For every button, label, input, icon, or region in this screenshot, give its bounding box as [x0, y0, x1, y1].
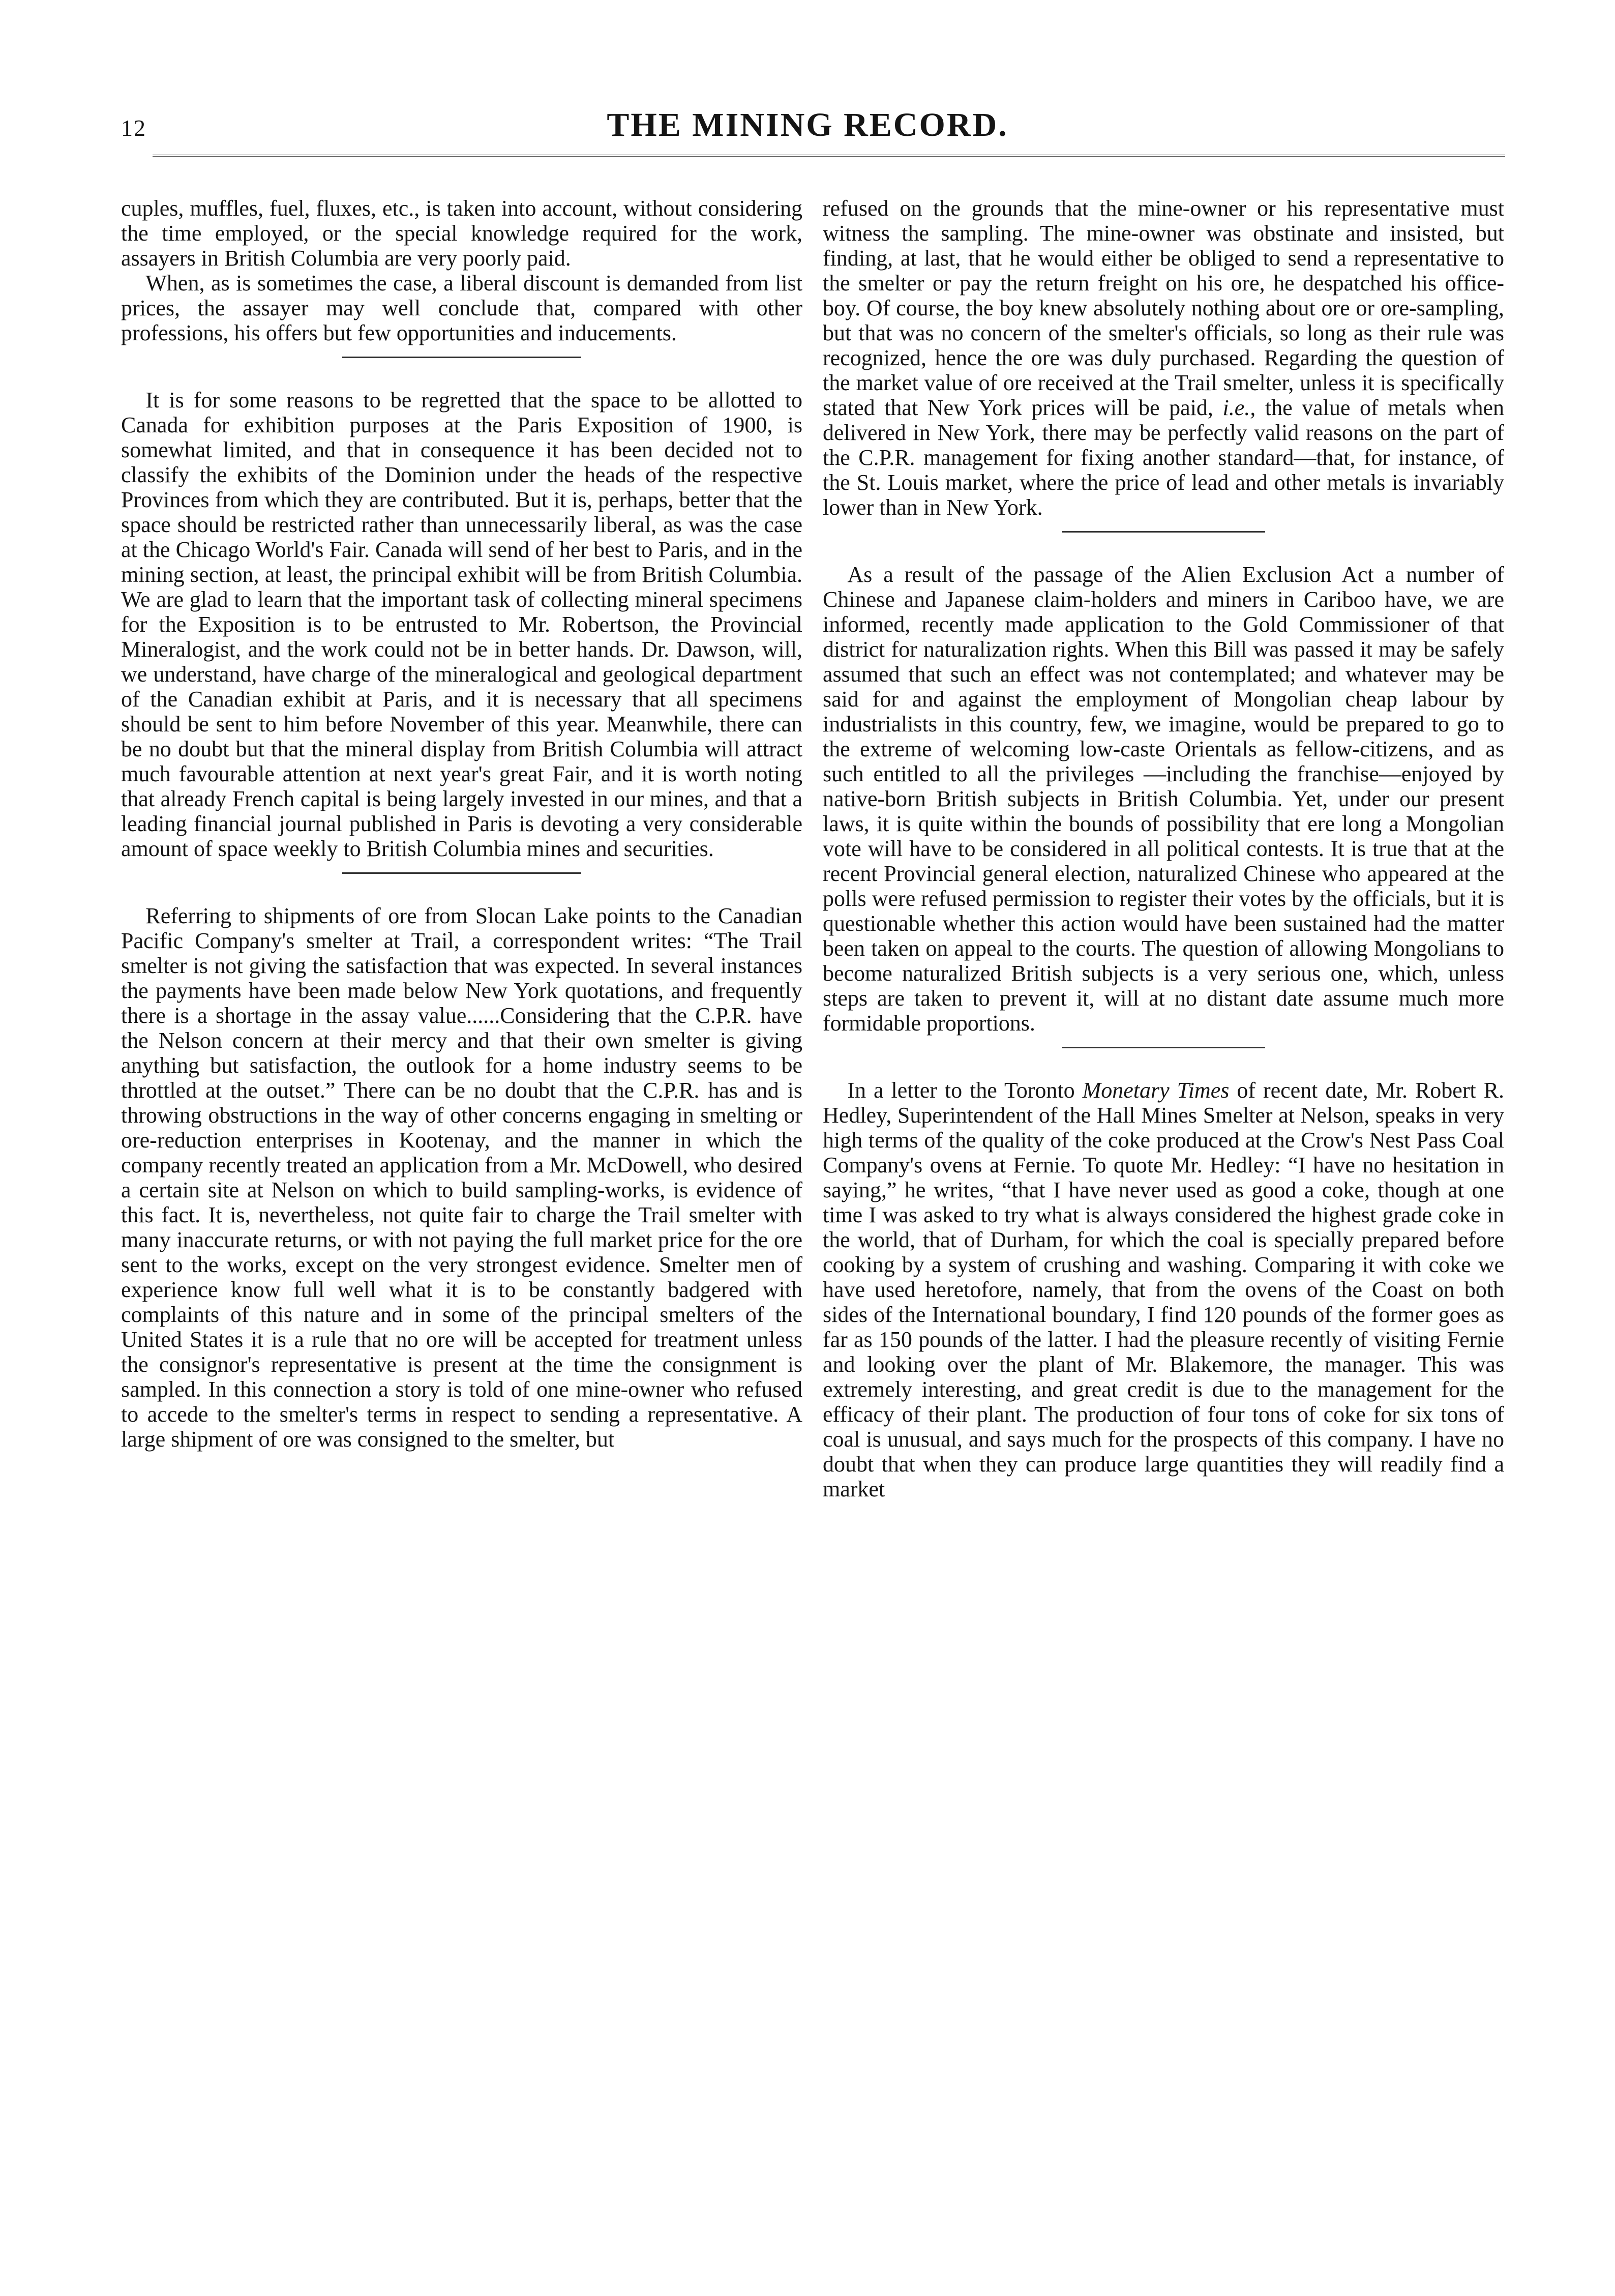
article-paragraph: As a result of the passage of the Alien Exclusion Act a number of Chinese and Japanese claim-holders and miners in Cariboo have, we are informed, recently made application to the Gold Commissioner of that district for naturalization rights. When this Bill was passed it may be safely assumed that such an effect was not contemplated; and whatever may be said for and against the employment of Mongolian cheap labour by industrialists in this country, few, we imagine, would be prepared to go to the extreme of welcoming low-caste Orientals as fellow-citizens, and as such entitled to all the privileges —including the franchise—enjoyed by native-born British subjects in British Columbia. Yet, under our present laws, it is quite within the bounds of possibility that ere long a Mongolian vote will have to be considered in all political contests. It is true that at the recent Provincial general election, naturalized Chinese who appeared at the polls were refused permission to register their votes by the officials, but it is questionable whether this action would have been sustained had the matter been taken on appeal to the courts. The question of allowing Mongolians to become naturalized British subjects is a very serious one, which, unless steps are taken to prevent it, will at no distant date assume much more formidable proportions. [823, 562, 1504, 1036]
text-run: of recent date, Mr. Robert R. Hedley, Superintendent of the Hall Mines Smelter at Nelson, speaks in very high terms of the quality of the coke produced at the Crow's Nest Pass Coal Company's ovens at Fernie. To quote Mr. Hedley: “I have no hesitation in saying,” he writes, “that I have never used as good a coke, though at one time I was asked to try what is always considered the highest grade coke in the world, that of Durham, for which the coal is specially prepared before cooking by a system of crushing and washing. Comparing it with coke we have used heretofore, namely, that from the ovens of the Coast on both sides of the International boundary, I find 120 pounds of the former goes as far as 150 pounds of the latter. I had the pleasure recently of visiting Fernie and looking over the plant of Mr. Blakemore, the manager. This was extremely interesting, and great credit is due to the management for the efficacy of their plant. The production of four tons of coke for six tons of coal is unusual, and says much for the prospects of this company. I have no doubt that when they can produce large quantities they will readily find a market [823, 1078, 1505, 1502]
left-column [121, 196, 802, 1452]
page-number: 12 [121, 115, 146, 141]
article-paragraph: cuples, muffles, fuel, fluxes, etc., is taken into account, without considering the time employed, or the special knowledge required for the work, assayers in British Columbia are very poorly paid. [121, 196, 802, 271]
section-divider [342, 357, 581, 358]
text-run: the value of metals when delivered in New York, there may be perfectly valid reasons on the part of the C.P.R. management for fixing another standard—that, for instance, of the St. Louis market, where the price of lead and other metals is invariably lower than in New York. [823, 395, 1505, 520]
article-paragraph [823, 1078, 1504, 1502]
section-divider [1062, 531, 1265, 533]
section-divider [1062, 1047, 1265, 1048]
italic-abbreviation: i.e., [1222, 395, 1256, 420]
right-column [823, 196, 1504, 1502]
text-run: refused on the grounds that the mine-owner or his representative must witness the sampling. The mine-owner was obstinate and insisted, but finding, at last, that he would either be obliged to send a representative to the smelter or pay the return freight on his ore, he despatched his office-boy. Of course, the boy knew absolutely nothing about ore or ore-sampling, but that was no concern of the smelter's officials, so long as their rule was recognized, hence the ore was duly purchased. Regarding the question of the market value of ore received at the Trail smelter, unless it is specifically stated that New York prices will be paid, [823, 196, 1504, 420]
text-run: In a letter to the Toronto [847, 1078, 1075, 1103]
article-paragraph: Referring to shipments of ore from Slocan Lake points to the Canadian Pacific Company's smelter at Trail, a correspondent writes: “The Trail smelter is not giving the satisfaction that was expected. In several instances the payments have been made below New York quotations, and frequently there is a shortage in the assay value......Considering that the C.P.R. have the Nelson concern at their mercy and that their own smelter is giving anything but satisfaction, the outlook for a home industry seems to be throttled at the outset.” There can be no doubt that the C.P.R. has and is throwing obstructions in the way of other concerns engaging in smelting or ore-reduction enterprises in Kootenay, and the manner in which the company recently treated an application from a Mr. McDowell, who desired a certain site at Nelson on which to build sampling-works, is evidence of this fact. It is, nevertheless, not quite fair to charge the Trail smelter with many inaccurate returns, or with not paying the full market price for the ore sent to the works, except on the very strongest evidence. Smelter men of experience know full well what it is to be constantly badgered with complaints of this nature and in some of the principal smelters of the United States it is a rule that no ore will be accepted for treatment unless the consignor's representative is present at the time the consignment is sampled. In this connection a story is told of one mine-owner who refused to accede to the smelter's terms in respect to sending a representative. A large shipment of ore was consigned to the smelter, but [121, 903, 802, 1452]
header-rule [153, 155, 1505, 157]
journal-title: THE MINING RECORD. [607, 106, 1008, 143]
article-paragraph: When, as is sometimes the case, a liberal discount is demanded from list prices, the assayer may well conclude that, compared with other professions, his offers but few opportunities and inducements. [121, 271, 802, 345]
article-paragraph [823, 196, 1504, 520]
section-divider [342, 872, 581, 874]
article-paragraph: It is for some reasons to be regretted that the space to be allotted to Canada for exhibition purposes at the Paris Exposition of 1900, is somewhat limited, and that in consequence it has been decided not to classify the exhibits of the Dominion under the heads of the respective Provinces from which they are contributed. But it is, perhaps, better that the space should be restricted rather than unnecessarily liberal, as was the case at the Chicago World's Fair. Canada will send of her best to Paris, and in the mining section, at least, the principal exhibit will be from British Columbia. We are glad to learn that the important task of collecting mineral specimens for the Exposition is to be entrusted to Mr. Robertson, the Provincial Mineralogist, and the work could not be in better hands. Dr. Dawson, will, we understand, have charge of the mineralogical and geological department of the Canadian exhibit at Paris, and it is necessary that all specimens should be sent to him before November of this year. Meanwhile, there can be no doubt but that the mineral display from British Columbia will attract much favourable attention at next year's great Fair, and it is worth noting that already French capital is being largely invested in our mines, and that a leading financial journal published in Paris is devoting a very considerable amount of space weekly to British Columbia mines and securities. [121, 388, 802, 861]
publication-title: Monetary Times [1082, 1078, 1230, 1103]
